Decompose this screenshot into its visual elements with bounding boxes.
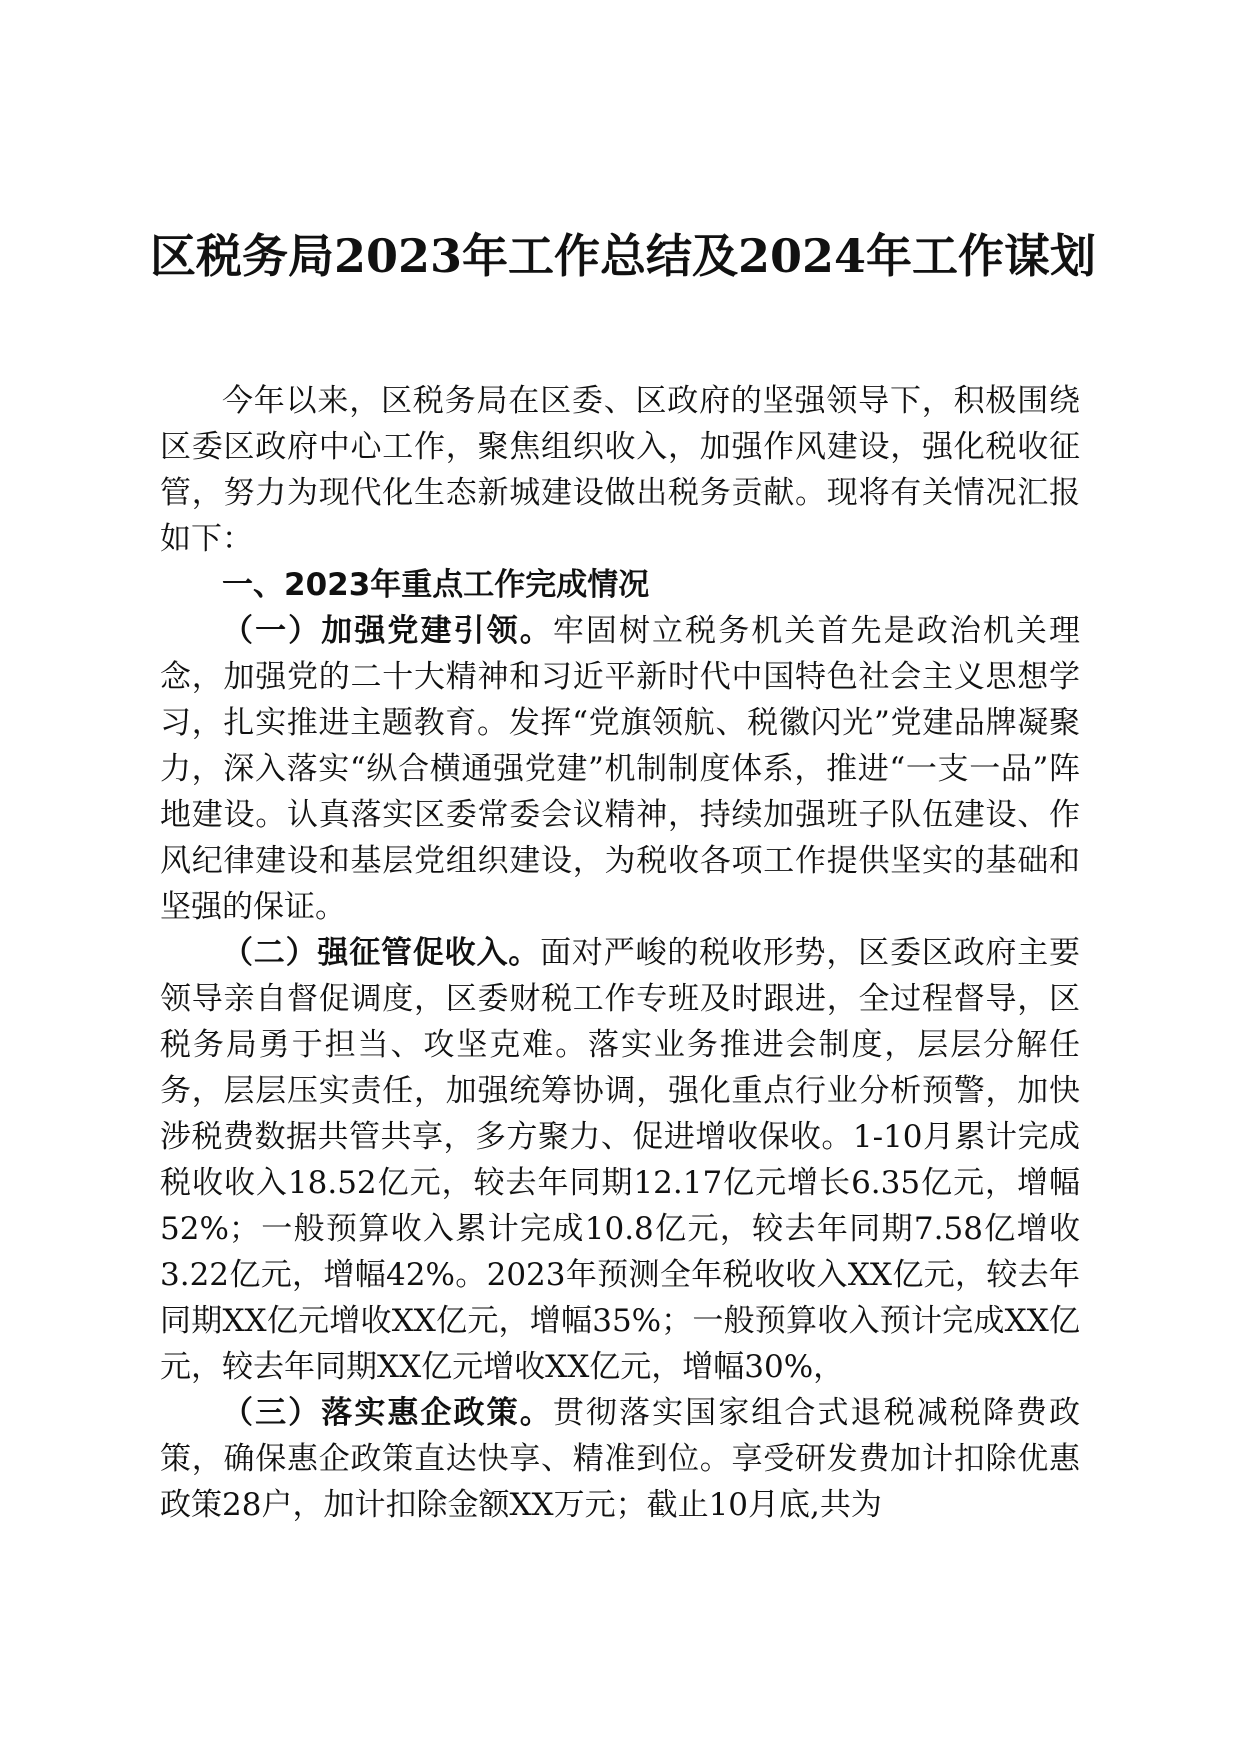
paragraph-text: 牢固树立税务机关首先是政治机关理念，加强党的二十大精神和习近平新时代中国特色社会主义思想学习，扎实推进主题教育。发挥“党旗领航、税徽闪光”党建品牌凝聚力，深入落实“纵合横通强党建”机制制度体系，推进“一支一品”阵地建设。认真落实区委常委会议精神，持续加强班子队伍建设、作风纪律建设和基层党组织建设，为税收各项工作提供坚实的基础和坚强的保证。 — [160, 613, 1081, 925]
paragraph-lead: （三）落实惠企政策。 — [222, 1395, 553, 1431]
paragraph-item-1 — [160, 608, 1080, 930]
paragraph-item-2 — [160, 930, 1080, 1390]
paragraph-lead: （二）强征管促收入。 — [222, 935, 541, 971]
section-heading: 一、2023年重点工作完成情况 — [222, 567, 650, 603]
paragraph-text: 面对严峻的税收形势，区委区政府主要领导亲自督促调度，区委财税工作专班及时跟进，全过程督导，区税务局勇于担当、攻坚克难。落实业务推进会制度，层层分解任务，层层压实责任，加强统筹协调，强化重点行业分析预警，加快涉税费数据共管共享，多方聚力、促进增收保收。1-10月累计完成税收收入18.52亿元，较去年同期12.17亿元增长6.35亿元，增幅52%；一般预算收入累计完成10.8亿元，较去年同期7.58亿增收3.22亿元，增幅42%。2023年预测全年税收收入XX亿元，较去年同期XX亿元增收XX亿元，增幅35%；一般预算收入预计完成XX亿元，较去年同期XX亿元增收XX亿元，增幅30%， — [160, 935, 1080, 1385]
paragraph-lead: （一）加强党建引领。 — [222, 613, 553, 649]
intro-paragraph: 今年以来，区税务局在区委、区政府的坚强领导下，积极围绕区委区政府中心工作，聚焦组织收入，加强作风建设，强化税收征管，努力为现代化生态新城建设做出税务贡献。现将有关情况汇报如下： — [160, 383, 1080, 557]
document-body — [160, 378, 1080, 1528]
document-title: 区税务局2023年工作总结及2024年工作谋划 — [150, 229, 1097, 283]
paragraph-text: 贯彻落实国家组合式退税减税降费政策，确保惠企政策直达快享、精准到位。享受研发费加计扣除优惠政策28户，加计扣除金额XX万元；截止10月底,共为 — [160, 1395, 1081, 1523]
paragraph-item-3 — [160, 1390, 1080, 1528]
